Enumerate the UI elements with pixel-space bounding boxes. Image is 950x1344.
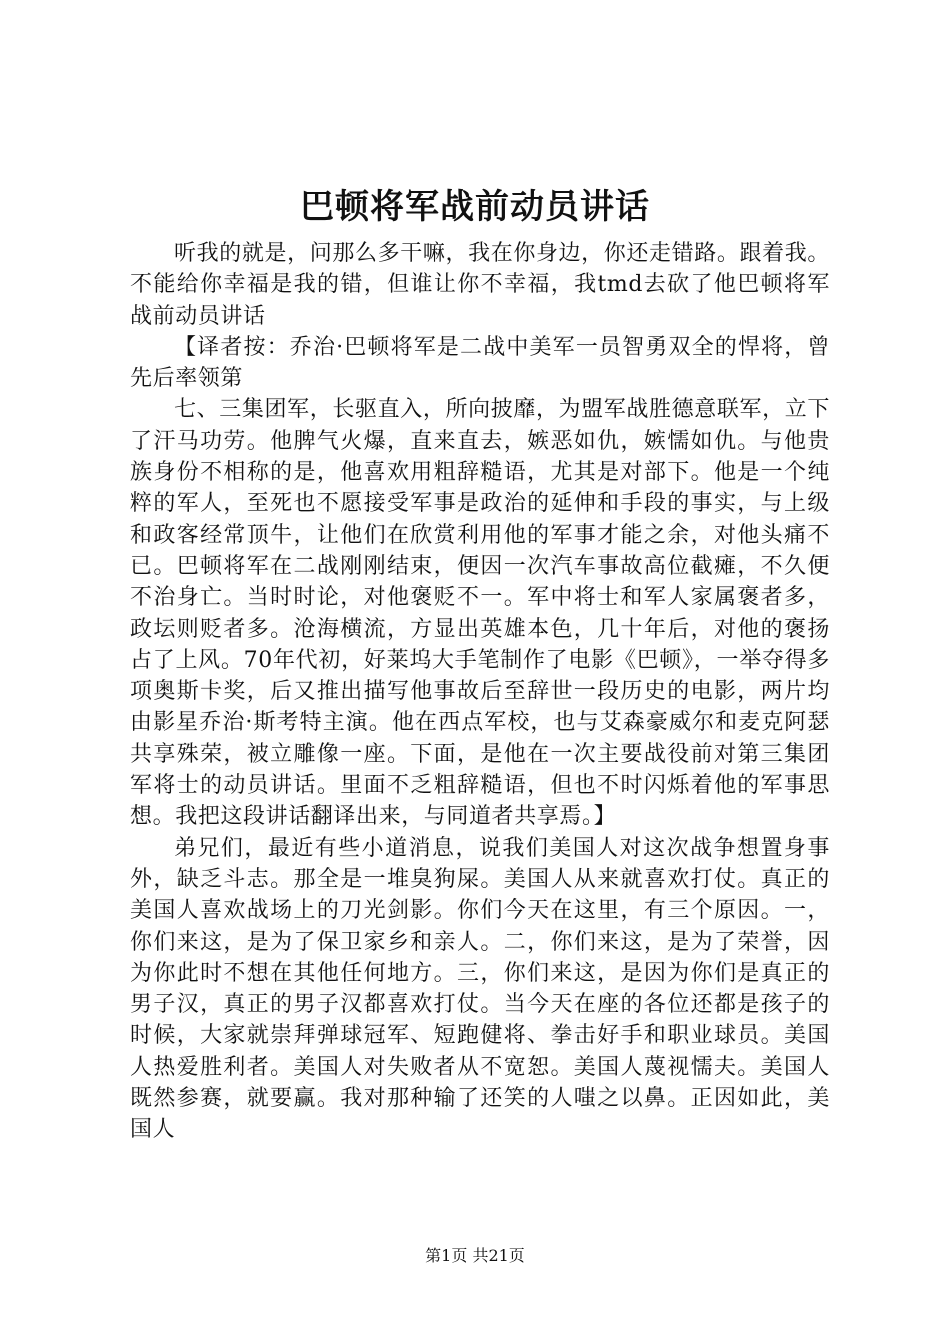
paragraph-intro: 听我的就是，问那么多干嘛，我在你身边，你还走错路。跟着我。不能给你幸福是我的错，但谁让你不幸福，我tmd去砍了他巴顿将军战前动员讲话 — [130, 241, 830, 329]
paragraph-biography: 七、三集团军，长驱直入，所向披靡，为盟军战胜德意联军，立下了汗马功劳。他脾气火爆，直来直去，嫉恶如仇，嫉懦如仇。与他贵族身份不相称的是，他喜欢用粗辞糙语，尤其是对部下。他是一个纯粹的军人，至死也不愿接受军事是政治的延伸和手段的事实，与上级和政客经常顶牛，让他们在欣赏利用他的军事才能之余，对他头痛不已。巴顿将军在二战刚刚结束，便因一次汽车事故高位截瘫，不久便不治身亡。当时时论，对他褒贬不一。军中将士和军人家属褒者多，政坛则贬者多。沧海横流，方显出英雄本色，几十年后，对他的褒扬占了上风。70年代初，好莱坞大手笔制作了电影《巴顿》，一举夺得多项奥斯卡奖，后又推出描写他事故后至辞世一段历史的电影，两片均由影星乔治·斯考特主演。他在西点军校，也与艾森豪威尔和麦克阿瑟共享殊荣，被立雕像一座。下面，是他在一次主要战役前对第三集团军将士的动员讲话。里面不乏粗辞糙语，但也不时闪烁着他的军事思想。我把这段讲话翻译出来，与同道者共享焉。】 — [130, 397, 830, 830]
page-footer: 第1页 共21页 — [425, 1246, 525, 1265]
paragraph-speech: 弟兄们，最近有些小道消息，说我们美国人对这次战争想置身事外，缺乏斗志。那全是一堆臭狗屎。美国人从来就喜欢打仗。真正的美国人喜欢战场上的刀光剑影。你们今天在这里，有三个原因。一，你们来这，是为了保卫家乡和亲人。二，你们来这，是为了荣誉，因为你此时不想在其他任何地方。三，你们来这，是因为你们是真正的男子汉，真正的男子汉都喜欢打仗。当今天在座的各位还都是孩子的时候，大家就崇拜弹球冠军、短跑健将、拳击好手和职业球员。美国人热爱胜利者。美国人对失败者从不宽恕。美国人蔑视懦夫。美国人既然参赛，就要赢。我对那种输了还笑的人嗤之以鼻。正因如此，美国人 — [130, 835, 830, 1143]
document-title: 巴顿将军战前动员讲话 — [300, 187, 650, 227]
document-body — [130, 238, 830, 1146]
paragraph-translator-note: 【译者按：乔治·巴顿将军是二战中美军一员智勇双全的悍将，曾先后率领第 — [130, 334, 830, 392]
